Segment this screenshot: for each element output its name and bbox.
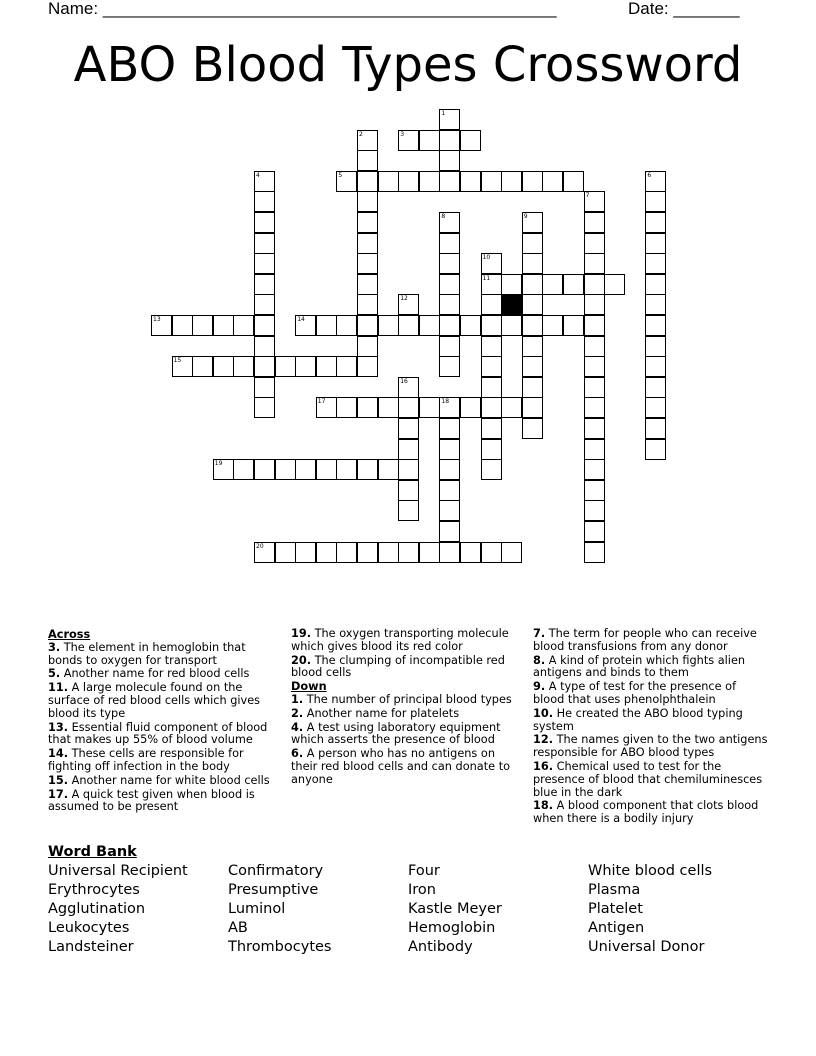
crossword-cell[interactable] xyxy=(398,315,419,336)
crossword-cell[interactable] xyxy=(419,397,440,418)
clue-number: 15 xyxy=(173,357,182,365)
crossword-cell[interactable] xyxy=(151,315,172,336)
crossword-cell[interactable] xyxy=(398,377,419,398)
crossword-cell[interactable] xyxy=(316,459,337,480)
crossword-cell[interactable] xyxy=(645,212,666,233)
crossword-cell[interactable] xyxy=(501,315,522,336)
clue-num: 12. xyxy=(533,733,554,747)
clue-num: 3. xyxy=(48,640,61,654)
crossword-cell[interactable] xyxy=(645,397,666,418)
crossword-cell[interactable] xyxy=(481,274,502,295)
crossword-cell[interactable] xyxy=(522,418,543,439)
crossword-cell[interactable] xyxy=(439,315,460,336)
crossword-cell[interactable] xyxy=(336,315,357,336)
crossword-cell[interactable] xyxy=(378,171,399,192)
crossword-cell[interactable] xyxy=(584,459,605,480)
crossword-cell[interactable] xyxy=(439,150,460,171)
word-bank-item: Landsteiner xyxy=(48,939,134,955)
crossword-cell[interactable] xyxy=(357,212,378,233)
crossword-cell[interactable] xyxy=(398,418,419,439)
word-bank-item: Iron xyxy=(408,882,436,898)
clue-number: 7 xyxy=(585,192,590,200)
clue-item xyxy=(291,722,517,748)
crossword-cell[interactable] xyxy=(213,315,234,336)
crossword-cell[interactable] xyxy=(584,212,605,233)
crossword-cell[interactable] xyxy=(357,233,378,254)
crossword-cell[interactable] xyxy=(542,171,563,192)
crossword-cell[interactable] xyxy=(254,397,275,418)
crossword-cell[interactable] xyxy=(172,356,193,377)
word-bank-item: Platelet xyxy=(588,901,643,917)
clue-num: 20. xyxy=(291,653,312,667)
crossword-cell[interactable] xyxy=(439,294,460,315)
crossword-cell[interactable] xyxy=(254,212,275,233)
crossword-cell[interactable] xyxy=(357,315,378,336)
clue-number: 17 xyxy=(317,398,326,406)
word-bank-column xyxy=(408,862,502,957)
clue-num: 10. xyxy=(533,706,554,720)
crossword-cell[interactable] xyxy=(584,274,605,295)
crossword-cell[interactable] xyxy=(398,171,419,192)
clue-text: The term for people who can receive blood transfusions from any donor xyxy=(533,627,757,653)
crossword-cell[interactable] xyxy=(254,294,275,315)
crossword-cell[interactable] xyxy=(254,233,275,254)
crossword-cell[interactable] xyxy=(275,459,296,480)
crossword-cell[interactable] xyxy=(172,315,193,336)
crossword-cell[interactable] xyxy=(481,377,502,398)
crossword-cell[interactable] xyxy=(357,397,378,418)
clue-number: 19 xyxy=(214,460,223,468)
crossword-cell[interactable] xyxy=(460,130,481,151)
crossword-cell[interactable] xyxy=(522,233,543,254)
crossword-cell[interactable] xyxy=(254,191,275,212)
word-bank-item: Universal Donor xyxy=(588,939,705,955)
crossword-cell[interactable] xyxy=(336,459,357,480)
clue-item xyxy=(291,628,517,654)
clue-text: Chemical used to test for the presence of blood that chemiluminesces blue in the dark xyxy=(533,759,763,799)
crossword-cell[interactable] xyxy=(604,274,625,295)
clue-item xyxy=(291,694,517,707)
crossword-cell[interactable] xyxy=(563,315,584,336)
crossword-cell[interactable] xyxy=(522,315,543,336)
clue-text: Another name for red blood cells xyxy=(63,667,250,681)
crossword-cell[interactable] xyxy=(439,336,460,357)
crossword-cell[interactable] xyxy=(439,356,460,377)
crossword-cell[interactable] xyxy=(481,171,502,192)
word-bank-item: Hemoglobin xyxy=(408,920,496,936)
clue-item xyxy=(533,681,769,707)
crossword-cell[interactable] xyxy=(398,480,419,501)
crossword-cell[interactable] xyxy=(254,459,275,480)
crossword-cell[interactable] xyxy=(584,480,605,501)
word-bank-column xyxy=(228,862,331,957)
crossword-cell[interactable] xyxy=(357,274,378,295)
clue-text: The number of principal blood types xyxy=(306,692,512,706)
crossword-cell[interactable] xyxy=(584,294,605,315)
crossword-cell[interactable] xyxy=(419,130,440,151)
crossword-cell[interactable] xyxy=(645,336,666,357)
crossword-cell[interactable] xyxy=(254,274,275,295)
crossword-cell[interactable] xyxy=(439,397,460,418)
crossword-cell[interactable] xyxy=(357,336,378,357)
word-bank-item: Kastle Meyer xyxy=(408,901,502,917)
clue-num: 7. xyxy=(533,627,546,640)
crossword-cell[interactable] xyxy=(522,336,543,357)
clue-num: 9. xyxy=(533,680,546,694)
crossword-cell[interactable] xyxy=(481,253,502,274)
clues-column-1 xyxy=(48,628,276,815)
crossword-cell[interactable] xyxy=(233,459,254,480)
crossword-cell[interactable] xyxy=(254,253,275,274)
clue-num: 15. xyxy=(48,773,69,787)
crossword-cell[interactable] xyxy=(542,274,563,295)
crossword-cell[interactable] xyxy=(439,500,460,521)
word-bank-column xyxy=(48,862,188,957)
word-bank-item: Luminol xyxy=(228,901,286,917)
crossword-cell[interactable] xyxy=(213,356,234,377)
crossword-cell[interactable] xyxy=(645,439,666,460)
clue-text: These cells are responsible for fighting off infection in the body xyxy=(48,747,244,773)
word-bank-item: Erythrocytes xyxy=(48,882,140,898)
clue-number: 3 xyxy=(400,130,405,138)
clue-text: A large molecule found on the surface of red blood cells which gives blood its type xyxy=(48,681,261,720)
clue-text: Another name for white blood cells xyxy=(71,773,270,787)
clue-number: 6 xyxy=(647,171,652,179)
clues-heading: Down xyxy=(291,680,327,694)
crossword-cell[interactable] xyxy=(645,191,666,212)
crossword-cell[interactable] xyxy=(460,542,481,563)
crossword-cell[interactable] xyxy=(501,171,522,192)
word-bank-item: Agglutination xyxy=(48,901,146,917)
clue-number: 4 xyxy=(256,171,260,179)
crossword-cell[interactable] xyxy=(563,171,584,192)
crossword-cell[interactable] xyxy=(439,274,460,295)
crossword-cell[interactable] xyxy=(645,356,666,377)
crossword-cell[interactable] xyxy=(357,294,378,315)
crossword-cell[interactable] xyxy=(439,459,460,480)
crossword-cell[interactable] xyxy=(295,459,316,480)
crossword-cell[interactable] xyxy=(439,480,460,501)
clue-item xyxy=(533,800,769,826)
clue-text: A blood component that clots blood when there is a bodily injury xyxy=(533,799,759,826)
page-title: ABO Blood Types Crossword xyxy=(73,37,743,93)
word-bank-item: Four xyxy=(408,863,440,879)
crossword-cell[interactable] xyxy=(439,171,460,192)
clue-item xyxy=(48,642,276,668)
crossword-cell[interactable] xyxy=(336,171,357,192)
crossword-cell[interactable] xyxy=(481,439,502,460)
clue-num: 1. xyxy=(291,692,304,706)
clue-text: He created the ABO blood typing system xyxy=(533,706,743,733)
clue-text: The names given to the two antigens responsible for ABO blood types xyxy=(533,733,768,760)
crossword-cell[interactable] xyxy=(295,542,316,563)
crossword-cell[interactable] xyxy=(254,315,275,336)
crossword-cell[interactable] xyxy=(233,315,254,336)
crossword-cell[interactable] xyxy=(481,356,502,377)
crossword-cell[interactable] xyxy=(439,418,460,439)
clue-num: 14. xyxy=(48,747,69,761)
crossword-cell[interactable] xyxy=(645,253,666,274)
clue-num: 6. xyxy=(291,747,304,761)
clue-number: 11 xyxy=(482,274,491,282)
word-bank-item: Plasma xyxy=(588,882,641,898)
clue-num: 11. xyxy=(48,681,69,695)
crossword-cell[interactable] xyxy=(522,274,543,295)
crossword-cell[interactable] xyxy=(460,397,481,418)
crossword-cell[interactable] xyxy=(584,521,605,542)
crossword-cell[interactable] xyxy=(522,253,543,274)
crossword-cell[interactable] xyxy=(584,191,605,212)
clue-num: 19. xyxy=(291,627,312,640)
crossword-cell[interactable] xyxy=(522,171,543,192)
clue-text: Another name for platelets xyxy=(306,706,460,720)
clues-column-2 xyxy=(291,628,517,788)
crossword-cell[interactable] xyxy=(584,377,605,398)
clue-item xyxy=(533,655,769,681)
crossword-cell[interactable] xyxy=(439,439,460,460)
crossword-cell[interactable] xyxy=(357,150,378,171)
clue-item xyxy=(533,761,769,799)
crossword-cell[interactable] xyxy=(645,315,666,336)
clue-item xyxy=(291,748,517,786)
crossword-cell[interactable] xyxy=(192,315,213,336)
crossword-cell[interactable] xyxy=(481,542,502,563)
crossword-cell[interactable] xyxy=(501,397,522,418)
crossword-cell[interactable] xyxy=(213,459,234,480)
crossword-cell[interactable] xyxy=(378,397,399,418)
clue-number: 18 xyxy=(441,398,450,406)
crossword-cell[interactable] xyxy=(357,130,378,151)
clue-num: 2. xyxy=(291,706,304,720)
crossword-cell[interactable] xyxy=(584,542,605,563)
word-bank-item: White blood cells xyxy=(588,863,713,879)
crossword-cell[interactable] xyxy=(398,542,419,563)
crossword-cell[interactable] xyxy=(419,542,440,563)
crossword-cell[interactable] xyxy=(584,397,605,418)
crossword-cell[interactable] xyxy=(439,521,460,542)
crossword-cell[interactable] xyxy=(439,130,460,151)
crossword-cell[interactable] xyxy=(316,356,337,377)
clue-number: 12 xyxy=(400,295,408,303)
crossword-cell[interactable] xyxy=(398,294,419,315)
word-bank-item: Antigen xyxy=(588,920,645,936)
clue-text: The element in hemoglobin that bonds to oxygen for transport xyxy=(48,640,246,667)
crossword-cell[interactable] xyxy=(316,542,337,563)
crossword-cell[interactable] xyxy=(192,356,213,377)
crossword-cell[interactable] xyxy=(645,294,666,315)
word-bank-item: Leukocytes xyxy=(48,920,130,936)
clue-number: 1 xyxy=(441,110,446,117)
crossword-cell[interactable] xyxy=(357,459,378,480)
clue-number: 8 xyxy=(441,213,446,220)
crossword-cell[interactable] xyxy=(522,397,543,418)
crossword-cell[interactable] xyxy=(645,418,666,439)
clue-item xyxy=(48,682,276,720)
crossword-cell[interactable] xyxy=(398,130,419,151)
clue-item xyxy=(291,655,517,681)
crossword-cell[interactable] xyxy=(522,294,543,315)
crossword-cell[interactable] xyxy=(357,356,378,377)
clue-item xyxy=(291,708,517,721)
clue-item xyxy=(48,775,276,788)
crossword-cell[interactable] xyxy=(254,336,275,357)
crossword-cell[interactable] xyxy=(357,171,378,192)
crossword-cell[interactable] xyxy=(645,274,666,295)
clue-num: 4. xyxy=(291,720,304,734)
crossword-cell[interactable] xyxy=(439,542,460,563)
crossword-cell[interactable] xyxy=(316,397,337,418)
word-bank-title: Word Bank xyxy=(48,844,137,860)
clue-number: 5 xyxy=(338,171,343,179)
crossword-cell[interactable] xyxy=(398,500,419,521)
crossword-cell[interactable] xyxy=(378,542,399,563)
crossword-cell[interactable] xyxy=(254,356,275,377)
word-bank-item: AB xyxy=(228,920,248,936)
crossword-cell[interactable] xyxy=(584,253,605,274)
clue-num: 17. xyxy=(48,787,69,801)
name-label: Name: xyxy=(48,0,99,18)
crossword-cell[interactable] xyxy=(501,542,522,563)
clue-number: 16 xyxy=(400,377,408,385)
crossword-cell[interactable] xyxy=(254,377,275,398)
crossword-cell[interactable] xyxy=(419,315,440,336)
word-bank-item: Antibody xyxy=(408,939,473,955)
word-bank-column xyxy=(588,862,712,957)
word-bank-item: Universal Recipient xyxy=(48,863,188,879)
clue-item xyxy=(48,722,276,748)
black-square xyxy=(501,294,522,315)
crossword-cell[interactable] xyxy=(460,171,481,192)
clue-num: 18. xyxy=(533,799,554,813)
clue-text: A type of test for the presence of blood that uses phenolphthalein xyxy=(533,680,737,706)
clues-heading: Across xyxy=(48,628,91,641)
crossword-cell[interactable] xyxy=(398,459,419,480)
crossword-cell[interactable] xyxy=(584,233,605,254)
clue-number: 20 xyxy=(256,542,264,550)
crossword-cell[interactable] xyxy=(398,397,419,418)
clues-column-3 xyxy=(533,628,769,827)
crossword-cell[interactable] xyxy=(357,253,378,274)
crossword-cell[interactable] xyxy=(563,274,584,295)
word-bank-item: Thrombocytes xyxy=(228,939,332,955)
crossword-cell[interactable] xyxy=(522,356,543,377)
crossword-cell[interactable] xyxy=(645,233,666,254)
clue-number: 2 xyxy=(359,130,363,138)
clue-text: A test using laboratory equipment which asserts the presence of blood xyxy=(291,720,501,747)
crossword-cell[interactable] xyxy=(522,377,543,398)
crossword-cell[interactable] xyxy=(542,315,563,336)
crossword-cell[interactable] xyxy=(481,397,502,418)
word-bank-item: Presumptive xyxy=(228,882,319,898)
crossword-cell[interactable] xyxy=(584,315,605,336)
crossword-cell[interactable] xyxy=(357,542,378,563)
crossword-cell[interactable] xyxy=(254,171,275,192)
crossword-cell[interactable] xyxy=(481,459,502,480)
clue-text: The clumping of incompatible red blood cells xyxy=(291,653,505,680)
clue-num: 8. xyxy=(533,653,546,667)
crossword-cell[interactable] xyxy=(233,356,254,377)
clue-item xyxy=(533,628,769,654)
crossword-cell[interactable] xyxy=(522,212,543,233)
crossword-cell[interactable] xyxy=(645,377,666,398)
clue-item xyxy=(48,789,276,815)
clue-number: 10 xyxy=(482,254,491,262)
crossword-cell[interactable] xyxy=(336,542,357,563)
clue-number: 9 xyxy=(523,213,528,220)
crossword-cell[interactable] xyxy=(439,233,460,254)
word-bank-item: Confirmatory xyxy=(228,863,324,879)
crossword-cell[interactable] xyxy=(645,171,666,192)
crossword-cell[interactable] xyxy=(419,171,440,192)
clue-text: A person who has no antigens on their red blood cells and can donate to anyone xyxy=(291,747,511,786)
crossword-cell[interactable] xyxy=(584,418,605,439)
crossword-cell[interactable] xyxy=(336,356,357,377)
clue-number: 14 xyxy=(297,316,305,323)
crossword-cell[interactable] xyxy=(316,315,337,336)
crossword-cell[interactable] xyxy=(460,315,481,336)
clue-number: 13 xyxy=(153,316,161,323)
crossword-cell[interactable] xyxy=(275,542,296,563)
name-blank[interactable]: ________________________________________________ xyxy=(102,0,557,18)
clue-text: The oxygen transporting molecule which gives blood its red color xyxy=(291,627,509,653)
crossword-cell[interactable] xyxy=(275,356,296,377)
date-blank[interactable]: _______ xyxy=(673,0,740,18)
crossword-cell[interactable] xyxy=(439,212,460,233)
crossword-cell[interactable] xyxy=(481,418,502,439)
crossword-cell[interactable] xyxy=(501,274,522,295)
clue-text: Essential fluid component of blood that makes up 55% of blood volume xyxy=(48,720,268,747)
crossword-cell[interactable] xyxy=(295,356,316,377)
crossword-cell[interactable] xyxy=(481,336,502,357)
crossword-cell[interactable] xyxy=(295,315,316,336)
crossword-cell[interactable] xyxy=(254,542,275,563)
clue-text: A kind of protein which fights alien antigens and binds to them xyxy=(533,653,746,680)
crossword-cell[interactable] xyxy=(584,500,605,521)
clue-item xyxy=(533,734,769,760)
crossword-cell[interactable] xyxy=(378,459,399,480)
crossword-cell[interactable] xyxy=(584,336,605,357)
crossword-cell[interactable] xyxy=(336,397,357,418)
crossword-cell[interactable] xyxy=(584,356,605,377)
crossword-cell[interactable] xyxy=(584,439,605,460)
crossword-cell[interactable] xyxy=(357,191,378,212)
clue-num: 5. xyxy=(48,667,61,681)
crossword-cell[interactable] xyxy=(398,439,419,460)
clue-text: A quick test given when blood is assumed to be present xyxy=(48,787,255,814)
crossword-cell[interactable] xyxy=(481,294,502,315)
crossword-cell[interactable] xyxy=(481,315,502,336)
clue-num: 16. xyxy=(533,759,554,773)
crossword-cell[interactable] xyxy=(378,315,399,336)
clue-item xyxy=(533,708,769,734)
crossword-cell[interactable] xyxy=(439,109,460,130)
clue-item xyxy=(48,748,276,774)
date-label: Date: xyxy=(628,0,669,18)
clue-num: 13. xyxy=(48,720,69,734)
clue-item xyxy=(48,668,276,681)
crossword-cell[interactable] xyxy=(439,253,460,274)
